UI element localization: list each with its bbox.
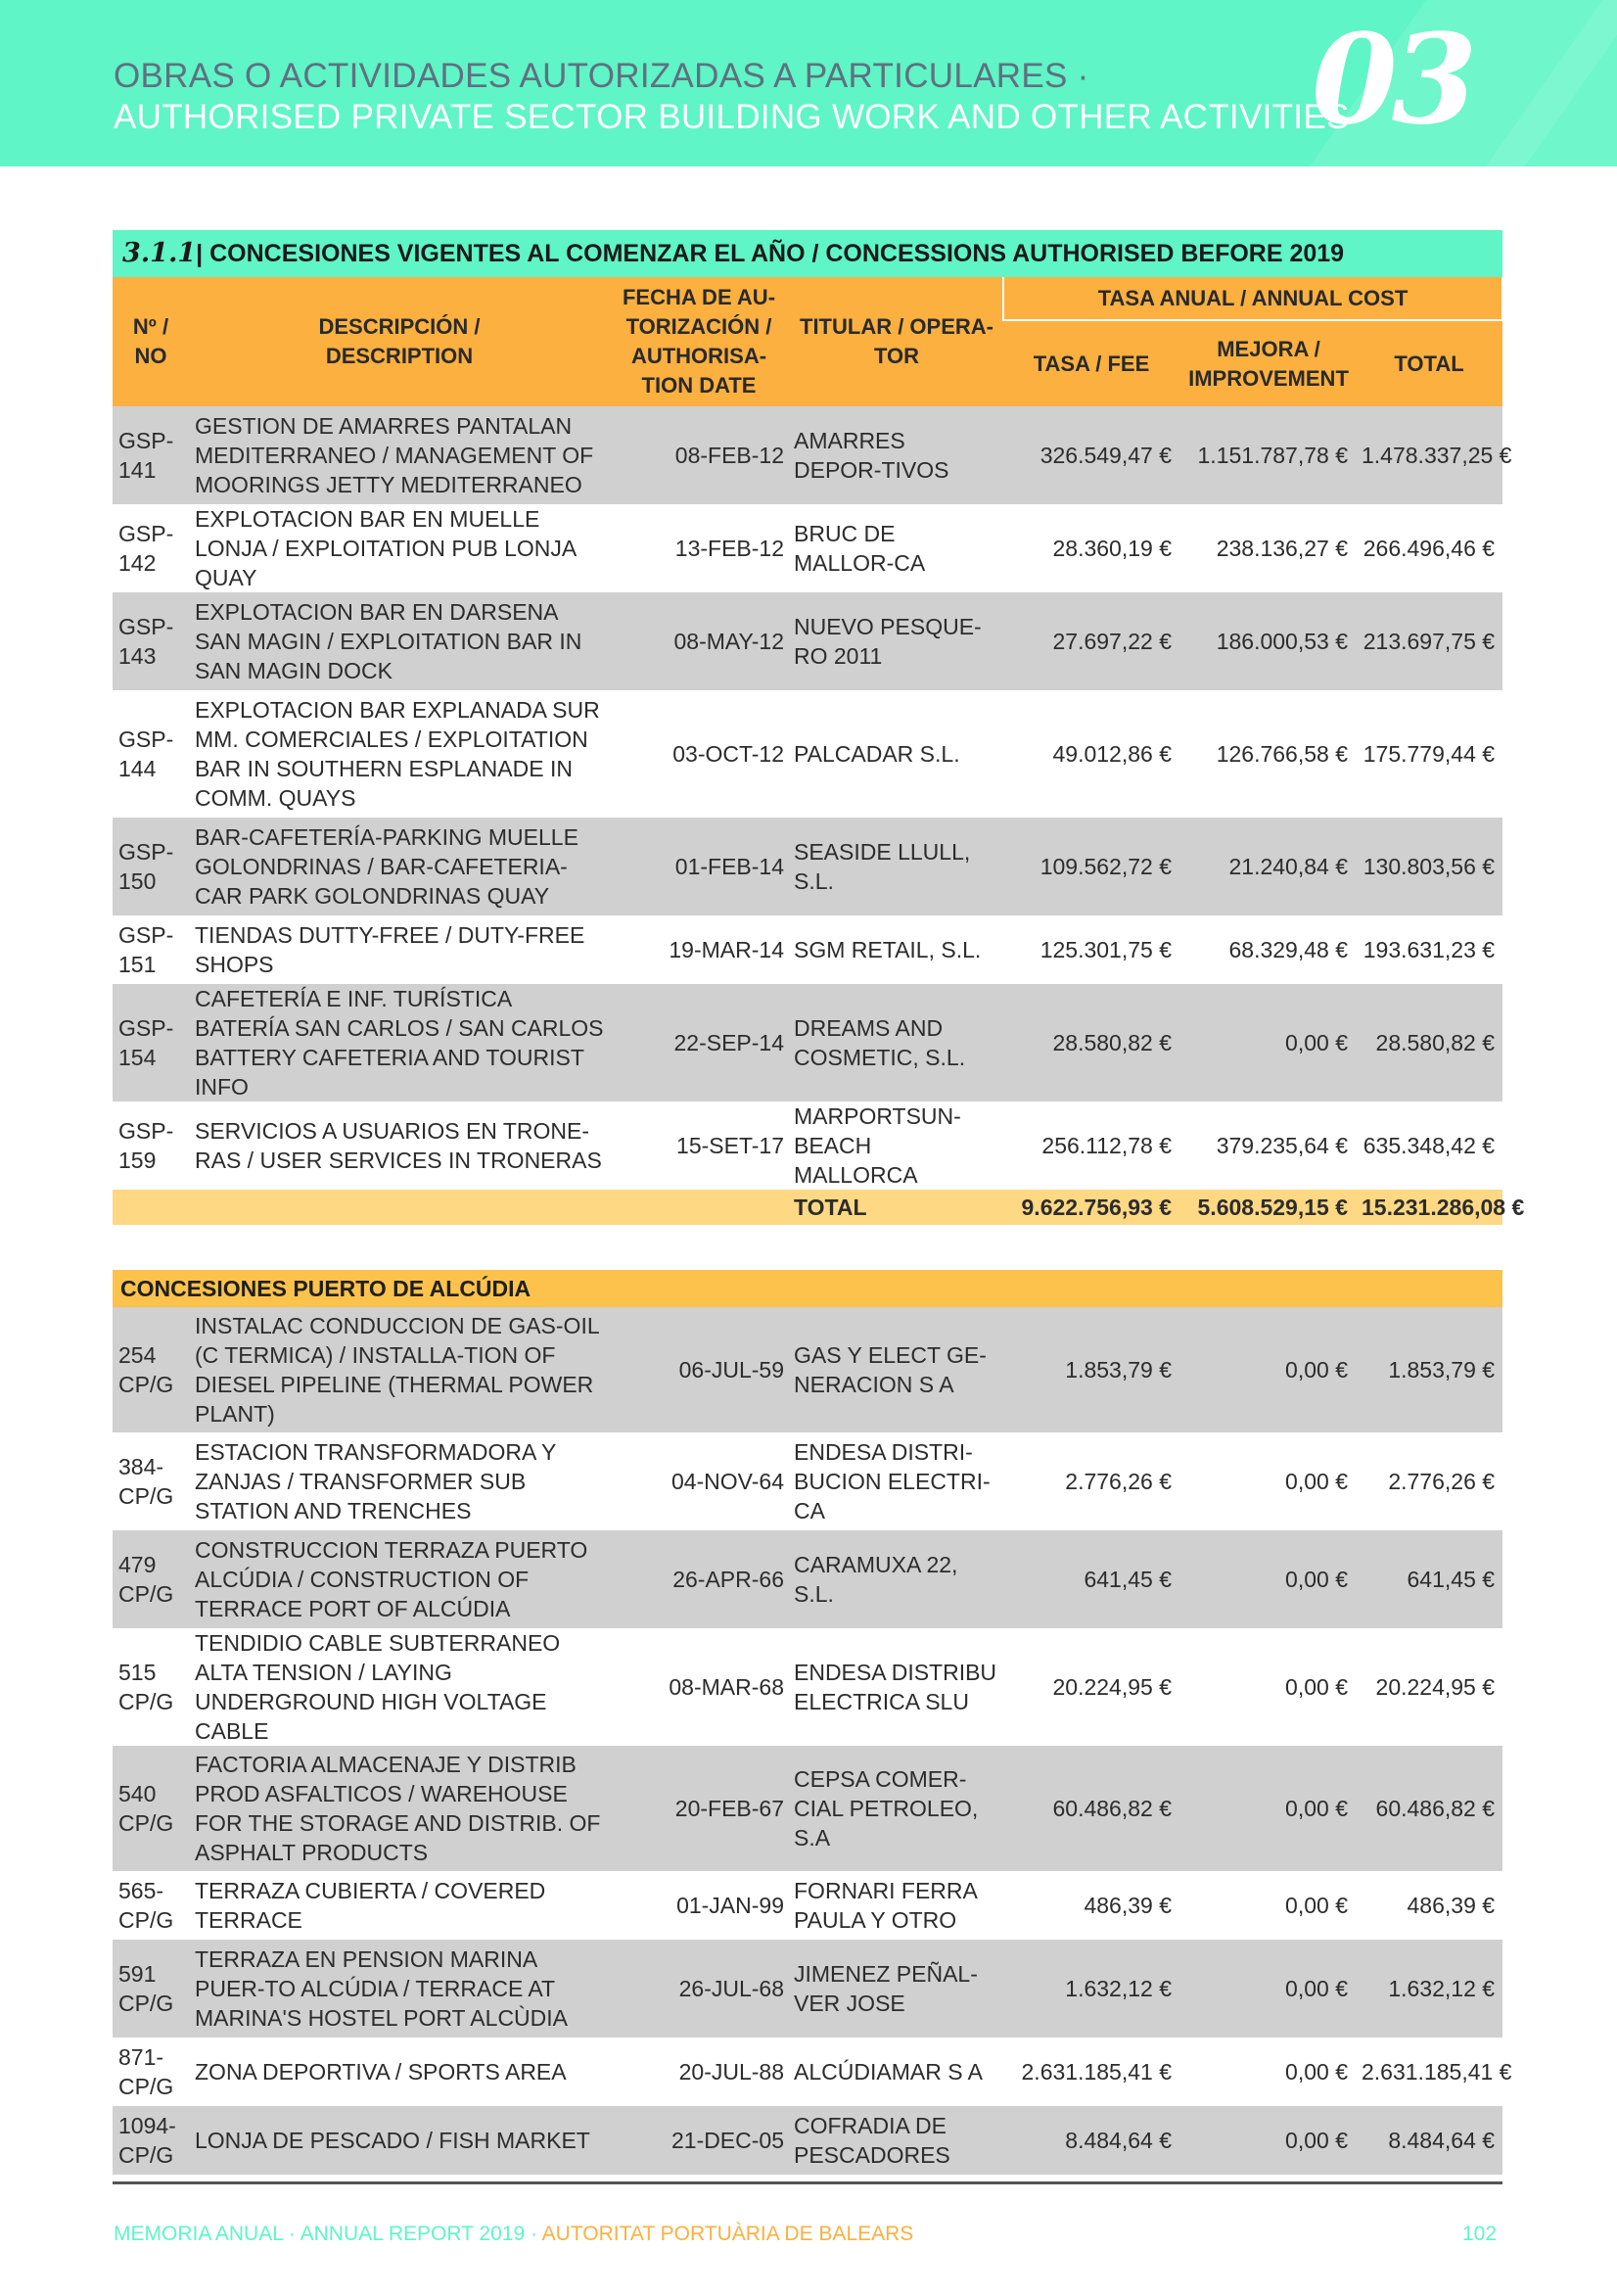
- table-row: [113, 1101, 1502, 1190]
- row-number: GSP-151: [113, 915, 189, 984]
- row-date: 01-JAN-99: [610, 1871, 788, 1940]
- row-number: GSP-154: [113, 984, 189, 1101]
- concessions-table-container: [113, 230, 1525, 2175]
- row-description: CONSTRUCCION TERRAZA PUERTO ALCÚDIA / CONSTRUCTION OF TERRACE PORT OF ALCÚDIA: [189, 1530, 610, 1628]
- header-annual-cost: TASA ANUAL / ANNUAL COST: [1003, 277, 1502, 320]
- header-row-1: [113, 277, 1502, 320]
- header-fee: TASA / FEE: [1003, 320, 1179, 406]
- section2-title: CONCESIONES PUERTO DE ALCÚDIA: [113, 1270, 1502, 1307]
- row-total: 175.779,44 €: [1356, 690, 1502, 818]
- row-holder: PALCADAR S.L.: [788, 690, 1003, 818]
- row-holder: SGM RETAIL, S.L.: [788, 915, 1003, 984]
- banner-title-en: AUTHORISED PRIVATE SECTOR BUILDING WORK AND OTHER ACTIVITIES: [114, 98, 1350, 136]
- row-total: 486,39 €: [1356, 1871, 1502, 1940]
- row-fee: 1.632,12 €: [1003, 1940, 1179, 2038]
- table-row: [113, 2038, 1502, 2106]
- row-fee: 2.631.185,41 €: [1003, 2038, 1179, 2106]
- row-holder: AMARRES DEPOR-TIVOS: [788, 406, 1003, 504]
- row-holder: SEASIDE LLULL, S.L.: [788, 818, 1003, 915]
- row-number: 871-CP/G: [113, 2038, 189, 2106]
- row-description: TERRAZA EN PENSION MARINA PUER-TO ALCÚDIA / TERRACE AT MARINA'S HOSTEL PORT ALCÙDIA: [189, 1940, 610, 2038]
- row-improvement: 379.235,64 €: [1179, 1101, 1356, 1190]
- totals-body: [113, 1190, 1525, 1307]
- row-fee: 20.224,95 €: [1003, 1628, 1179, 1746]
- table-row: [113, 1432, 1502, 1530]
- row-improvement: 126.766,58 €: [1179, 690, 1356, 818]
- row-improvement: 0,00 €: [1179, 1432, 1356, 1530]
- section-title-row: [113, 230, 1502, 277]
- row-date: 08-FEB-12: [610, 406, 788, 504]
- row-total: 635.348,42 €: [1356, 1101, 1502, 1190]
- table-row: [113, 1871, 1502, 1940]
- row-description: FACTORIA ALMACENAJE Y DISTRIB PROD ASFALTICOS / WAREHOUSE FOR THE STORAGE AND DISTRIB. OF ASPHALT PRODUCTS: [189, 1746, 610, 1871]
- row-description: LONJA DE PESCADO / FISH MARKET: [189, 2106, 610, 2175]
- row-holder: BRUC DE MALLOR-CA: [788, 504, 1003, 592]
- row-holder: ALCÚDIAMAR S A: [788, 2038, 1003, 2106]
- concessions-table: [113, 230, 1525, 2175]
- row-number: 540 CP/G: [113, 1746, 189, 1871]
- row-number: GSP-144: [113, 690, 189, 818]
- row-improvement: 0,00 €: [1179, 1871, 1356, 1940]
- row-number: GSP-141: [113, 406, 189, 504]
- row-fee: 28.360,19 €: [1003, 504, 1179, 592]
- row-holder: CARAMUXA 22, S.L.: [788, 1530, 1003, 1628]
- table-row: [113, 1940, 1502, 2038]
- table-row: [113, 984, 1502, 1101]
- totals-improvement: 5.608.529,15 €: [1179, 1190, 1356, 1225]
- header-improvement: MEJORA / IMPROVEMENT: [1179, 320, 1356, 406]
- row-holder: GAS Y ELECT GE-NERACION S A: [788, 1307, 1003, 1432]
- row-date: 08-MAR-68: [610, 1628, 788, 1746]
- row-holder: FORNARI FERRA PAULA Y OTRO: [788, 1871, 1003, 1940]
- row-total: 1.478.337,25 €: [1356, 406, 1502, 504]
- row-description: ZONA DEPORTIVA / SPORTS AREA: [189, 2038, 610, 2106]
- row-fee: 60.486,82 €: [1003, 1746, 1179, 1871]
- row-description: GESTION DE AMARRES PANTALAN MEDITERRANEO / MANAGEMENT OF MOORINGS JETTY MEDITERRANEO: [189, 406, 610, 504]
- row-holder: ENDESA DISTRI-BUCION ELECTRI-CA: [788, 1432, 1003, 1530]
- row-date: 20-JUL-88: [610, 2038, 788, 2106]
- row-date: 15-SET-17: [610, 1101, 788, 1190]
- row-holder: MARPORTSUN-BEACH MALLORCA: [788, 1101, 1003, 1190]
- row-description: SERVICIOS A USUARIOS EN TRONE-RAS / USER SERVICES IN TRONERAS: [189, 1101, 610, 1190]
- row-date: 06-JUL-59: [610, 1307, 788, 1432]
- row-description: BAR-CAFETERÍA-PARKING MUELLE GOLONDRINAS / BAR-CAFETERIA-CAR PARK GOLONDRINAS QUAY: [189, 818, 610, 915]
- row-improvement: 0,00 €: [1179, 2038, 1356, 2106]
- row-number: 384-CP/G: [113, 1432, 189, 1530]
- row-fee: 326.549,47 €: [1003, 406, 1179, 504]
- row-holder: COFRADIA DE PESCADORES: [788, 2106, 1003, 2175]
- row-date: 08-MAY-12: [610, 592, 788, 690]
- row-number: GSP-142: [113, 504, 189, 592]
- banner-title-es: OBRAS O ACTIVIDADES AUTORIZADAS A PARTICULARES ·: [114, 57, 1089, 95]
- row-total: 213.697,75 €: [1356, 592, 1502, 690]
- row-date: 03-OCT-12: [610, 690, 788, 818]
- row-improvement: 1.151.787,78 €: [1179, 406, 1356, 504]
- row-holder: ENDESA DISTRIBU ELECTRICA SLU: [788, 1628, 1003, 1746]
- row-improvement: 68.329,48 €: [1179, 915, 1356, 984]
- row-total: 1.853,79 €: [1356, 1307, 1502, 1432]
- table-row: [113, 406, 1502, 504]
- row-description: TENDIDIO CABLE SUBTERRANEO ALTA TENSION / LAYING UNDERGROUND HIGH VOLTAGE CABLE: [189, 1628, 610, 1746]
- row-description: EXPLOTACION BAR EN DARSENA SAN MAGIN / EXPLOITATION BAR IN SAN MAGIN DOCK: [189, 592, 610, 690]
- row-improvement: 186.000,53 €: [1179, 592, 1356, 690]
- row-description: CAFETERÍA E INF. TURÍSTICA BATERÍA SAN CARLOS / SAN CARLOS BATTERY CAFETERIA AND TOURIST INFO: [189, 984, 610, 1101]
- row-total: 641,45 €: [1356, 1530, 1502, 1628]
- row-fee: 8.484,64 €: [1003, 2106, 1179, 2175]
- section-gap: [113, 1225, 1502, 1270]
- header-description: DESCRIPCIÓN / DESCRIPTION: [189, 277, 610, 406]
- row-description: INSTALAC CONDUCCION DE GAS-OIL (C TERMICA) / INSTALLA-TION OF DIESEL PIPELINE (THERMAL POWER PLANT): [189, 1307, 610, 1432]
- table-row: [113, 1628, 1502, 1746]
- row-number: GSP-159: [113, 1101, 189, 1190]
- row-improvement: 0,00 €: [1179, 1530, 1356, 1628]
- table-row: [113, 1746, 1502, 1871]
- chapter-banner: [0, 0, 1617, 166]
- row-fee: 256.112,78 €: [1003, 1101, 1179, 1190]
- row-total: 60.486,82 €: [1356, 1746, 1502, 1871]
- row-date: 13-FEB-12: [610, 504, 788, 592]
- table-row: [113, 690, 1502, 818]
- row-description: TIENDAS DUTTY-FREE / DUTY-FREE SHOPS: [189, 915, 610, 984]
- row-improvement: 238.136,27 €: [1179, 504, 1356, 592]
- row-date: 01-FEB-14: [610, 818, 788, 915]
- row-total: 1.632,12 €: [1356, 1940, 1502, 2038]
- row-date: 26-JUL-68: [610, 1940, 788, 2038]
- footer-divider: [113, 2181, 1502, 2184]
- row-number: 254 CP/G: [113, 1307, 189, 1432]
- row-holder: JIMENEZ PEÑAL-VER JOSE: [788, 1940, 1003, 2038]
- row-date: 21-DEC-05: [610, 2106, 788, 2175]
- totals-label: TOTAL: [788, 1190, 1003, 1225]
- row-improvement: 0,00 €: [1179, 1307, 1356, 1432]
- row-improvement: 0,00 €: [1179, 1940, 1356, 2038]
- row-improvement: 0,00 €: [1179, 2106, 1356, 2175]
- section2-title-row: [113, 1270, 1502, 1307]
- row-fee: 109.562,72 €: [1003, 818, 1179, 915]
- row-number: 515 CP/G: [113, 1628, 189, 1746]
- header-total: TOTAL: [1356, 320, 1502, 406]
- alcudia-concessions-body: [113, 1307, 1512, 2175]
- row-date: 20-FEB-67: [610, 1746, 788, 1871]
- row-total: 130.803,56 €: [1356, 818, 1502, 915]
- row-total: 266.496,46 €: [1356, 504, 1502, 592]
- row-date: 26-APR-66: [610, 1530, 788, 1628]
- row-fee: 49.012,86 €: [1003, 690, 1179, 818]
- row-date: 19-MAR-14: [610, 915, 788, 984]
- footer-text: [114, 2223, 913, 2246]
- table-row: [113, 915, 1502, 984]
- row-total: 2.631.185,41 €: [1356, 2038, 1502, 2106]
- row-fee: 28.580,82 €: [1003, 984, 1179, 1101]
- row-date: 22-SEP-14: [610, 984, 788, 1101]
- section-title-text: | CONCESIONES VIGENTES AL COMENZAR EL AÑO / CONCESSIONS AUTHORISED BEFORE 2019: [196, 240, 1345, 267]
- header-holder: TITULAR / OPERA-TOR: [788, 277, 1003, 406]
- row-fee: 27.697,22 €: [1003, 592, 1179, 690]
- row-total: 193.631,23 €: [1356, 915, 1502, 984]
- section-title: [113, 230, 1502, 277]
- row-total: 2.776,26 €: [1356, 1432, 1502, 1530]
- row-fee: 486,39 €: [1003, 1871, 1179, 1940]
- row-description: ESTACION TRANSFORMADORA Y ZANJAS / TRANSFORMER SUB STATION AND TRENCHES: [189, 1432, 610, 1530]
- table-row: [113, 592, 1502, 690]
- row-holder: NUEVO PESQUE-RO 2011: [788, 592, 1003, 690]
- row-holder: CEPSA COMER-CIAL PETROLEO, S.A: [788, 1746, 1003, 1871]
- row-number: 479 CP/G: [113, 1530, 189, 1628]
- row-date: 04-NOV-64: [610, 1432, 788, 1530]
- page-number: 102: [1462, 2223, 1498, 2245]
- row-total: 28.580,82 €: [1356, 984, 1502, 1101]
- row-description: EXPLOTACION BAR EN MUELLE LONJA / EXPLOITATION PUB LONJA QUAY: [189, 504, 610, 592]
- totals-total: 15.231.286,08 €: [1356, 1190, 1502, 1225]
- footer-authority-label: AUTORITAT PORTUÀRIA DE BALEARS: [541, 2223, 914, 2245]
- section-number: 3.1.1: [122, 238, 197, 268]
- row-improvement: 0,00 €: [1179, 984, 1356, 1101]
- table-row: [113, 818, 1502, 915]
- row-number: 591 CP/G: [113, 1940, 189, 2038]
- row-total: 8.484,64 €: [1356, 2106, 1502, 2175]
- chapter-number: 03: [1312, 7, 1472, 152]
- row-improvement: 0,00 €: [1179, 1746, 1356, 1871]
- header-no: Nº / NO: [113, 277, 189, 406]
- row-fee: 1.853,79 €: [1003, 1307, 1179, 1432]
- row-number: GSP-150: [113, 818, 189, 915]
- row-description: EXPLOTACION BAR EXPLANADA SUR MM. COMERCIALES / EXPLOITATION BAR IN SOUTHERN ESPLANADE IN COMM. QUAYS: [189, 690, 610, 818]
- totals-row: [113, 1190, 1502, 1225]
- row-number: 1094-CP/G: [113, 2106, 189, 2175]
- row-total: 20.224,95 €: [1356, 1628, 1502, 1746]
- totals-fee: 9.622.756,93 €: [1003, 1190, 1179, 1225]
- row-improvement: 0,00 €: [1179, 1628, 1356, 1746]
- row-fee: 2.776,26 €: [1003, 1432, 1179, 1530]
- row-number: GSP-143: [113, 592, 189, 690]
- row-fee: 641,45 €: [1003, 1530, 1179, 1628]
- row-description: TERRAZA CUBIERTA / COVERED TERRACE: [189, 1871, 610, 1940]
- table-row: [113, 2106, 1502, 2175]
- row-holder: DREAMS AND COSMETIC, S.L.: [788, 984, 1003, 1101]
- row-number: 565-CP/G: [113, 1871, 189, 1940]
- concessions-body: [113, 406, 1512, 1190]
- table-row: [113, 1530, 1502, 1628]
- header-date: FECHA DE AU-TORIZACIÓN / AUTHORISA-TION DATE: [610, 277, 788, 406]
- row-fee: 125.301,75 €: [1003, 915, 1179, 984]
- table-row: [113, 1307, 1502, 1432]
- row-improvement: 21.240,84 €: [1179, 818, 1356, 915]
- footer-report-label: MEMORIA ANUAL · ANNUAL REPORT 2019 ·: [114, 2223, 542, 2245]
- table-row: [113, 504, 1502, 592]
